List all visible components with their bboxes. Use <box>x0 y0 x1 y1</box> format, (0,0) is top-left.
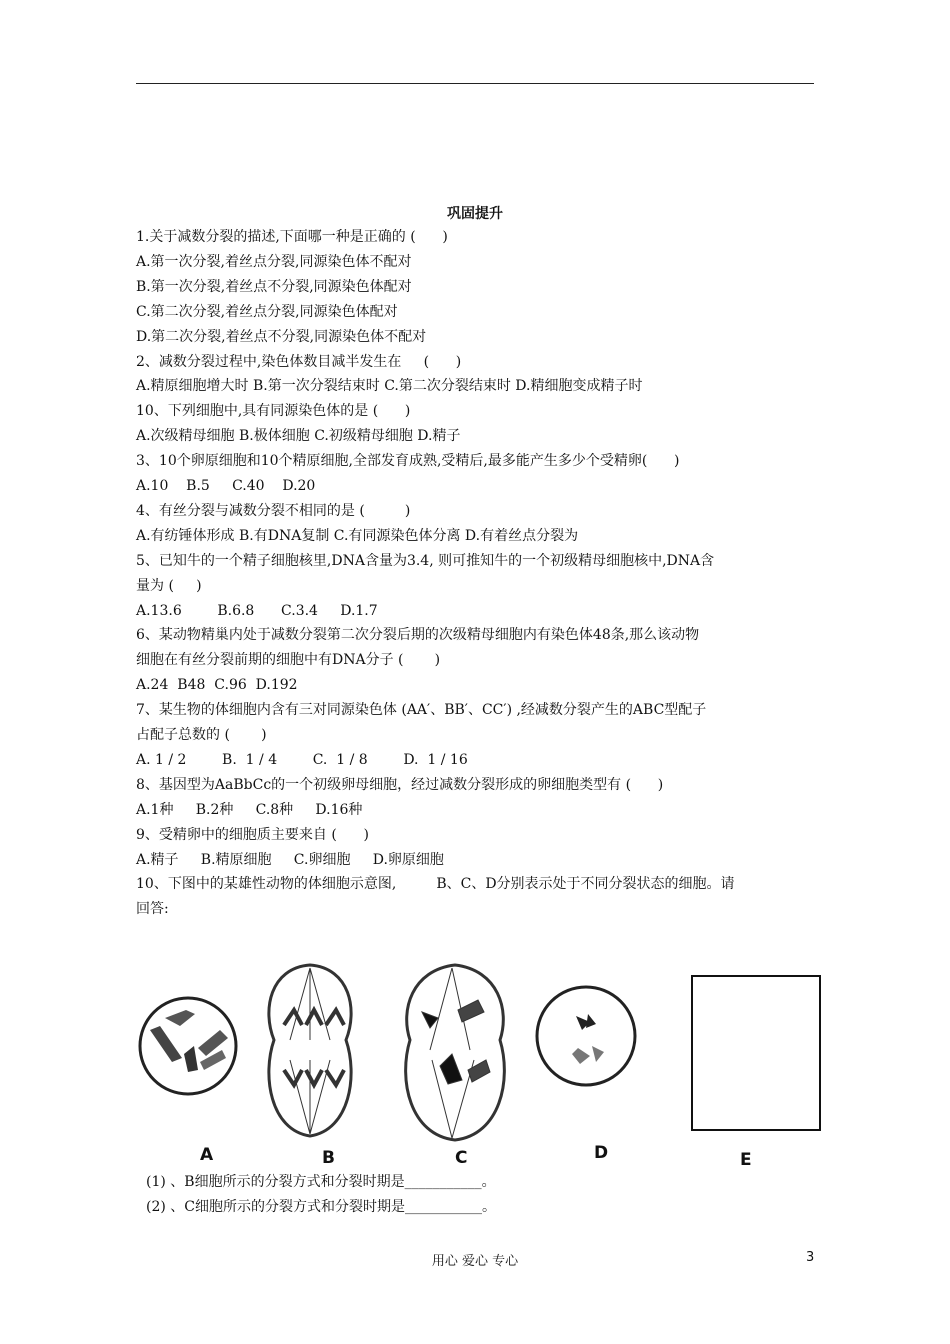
text-line: 3、10个卵原细胞和10个精原细胞,全部发育成熟,受精后,最多能产生多少个受精卵( ) <box>136 453 680 469</box>
cell-d-figure <box>537 987 635 1085</box>
fig-label-b: B <box>322 1148 335 1168</box>
fig-label-d: D <box>594 1143 609 1163</box>
text-line: 1.关于减数分裂的描述,下面哪一种是正确的 ( ) <box>136 229 448 245</box>
text-line: 回答: <box>136 901 169 917</box>
text-line: 10、下列细胞中,具有同源染色体的是 ( ) <box>136 403 411 419</box>
cell-c-figure <box>406 965 505 1140</box>
text-line: 占配子总数的 ( ) <box>136 727 267 743</box>
text-line: 4、有丝分裂与减数分裂不相同的是 ( ) <box>136 503 411 519</box>
section-title: 巩固提升 <box>447 206 503 222</box>
text-line: 7、某生物的体细胞内含有三对同源染色体 (AA′、BB′、CC′) ,经减数分裂产生的ABC型配子 <box>136 702 707 718</box>
text-line: 8、基因型为AaBbCc的一个初级卵母细胞，经过减数分裂形成的卵细胞类型有 ( ) <box>136 777 664 793</box>
text-line: A.有纺锤体形成 B.有DNA复制 C.有同源染色体分离 D.有着丝点分裂为 <box>136 528 579 544</box>
text-line: A.10 B.5 C.40 D.20 <box>136 478 316 494</box>
text-line: A. 1 / 2 B. 1 / 4 C. 1 / 8 D. 1 / 16 <box>136 752 468 768</box>
text-line: 细胞在有丝分裂前期的细胞中有DNA分子 ( ) <box>136 652 441 668</box>
fig-label-c: C <box>455 1148 468 1168</box>
cell-e-box <box>692 976 820 1130</box>
text-line: 量为 ( ) <box>136 578 202 594</box>
fig-label-e: E <box>740 1150 752 1170</box>
header-rule <box>136 83 814 84</box>
footer-text: 用心 爱心 专心 <box>431 1254 519 1269</box>
cell-b-figure <box>269 965 351 1136</box>
text-line: 9、受精卵中的细胞质主要来自 ( ) <box>136 827 369 843</box>
fig-label-a: A <box>200 1145 214 1165</box>
text-line: 10、下图中的某雄性动物的体细胞示意图, B、C、D分别表示处于不同分裂状态的细胞。请 <box>136 876 735 892</box>
text-line: D.第二次分裂,着丝点不分裂,同源染色体不配对 <box>136 329 427 345</box>
question-c-prompt: (2) 、C细胞所示的分裂方式和分裂时期是___________。 <box>146 1199 496 1215</box>
text-line: 2、减数分裂过程中,染色体数目减半发生在 ( ) <box>136 354 462 370</box>
cell-a-figure <box>140 998 236 1094</box>
text-line: A.精子 B.精原细胞 C.卵细胞 D.卵原细胞 <box>136 852 444 868</box>
text-line: C.第二次分裂,着丝点分裂,同源染色体配对 <box>136 304 398 320</box>
text-line: B.第一次分裂,着丝点不分裂,同源染色体配对 <box>136 279 412 295</box>
page-number: 3 <box>806 1250 815 1265</box>
text-line: A.24 B48 C.96 D.192 <box>136 677 298 693</box>
question-b-prompt: (1) 、B细胞所示的分裂方式和分裂时期是___________。 <box>146 1174 496 1190</box>
text-line: 5、已知牛的一个精子细胞核里,DNA含量为3.4, 则可推知牛的一个初级精母细胞核中,DNA含 <box>136 553 715 569</box>
text-line: A.次级精母细胞 B.极体细胞 C.初级精母细胞 D.精子 <box>136 428 461 444</box>
text-line: A.13.6 B.6.8 C.3.4 D.1.7 <box>136 603 378 619</box>
text-line: 6、某动物精巢内处于减数分裂第二次分裂后期的次级精母细胞内有染色体48条,那么该动物 <box>136 627 700 643</box>
text-line: A.1种 B.2种 C.8种 D.16种 <box>136 802 363 818</box>
text-line: A.精原细胞增大时 B.第一次分裂结束时 C.第二次分裂结束时 D.精细胞变成精子时 <box>136 378 643 394</box>
text-line: A.第一次分裂,着丝点分裂,同源染色体不配对 <box>136 254 412 270</box>
